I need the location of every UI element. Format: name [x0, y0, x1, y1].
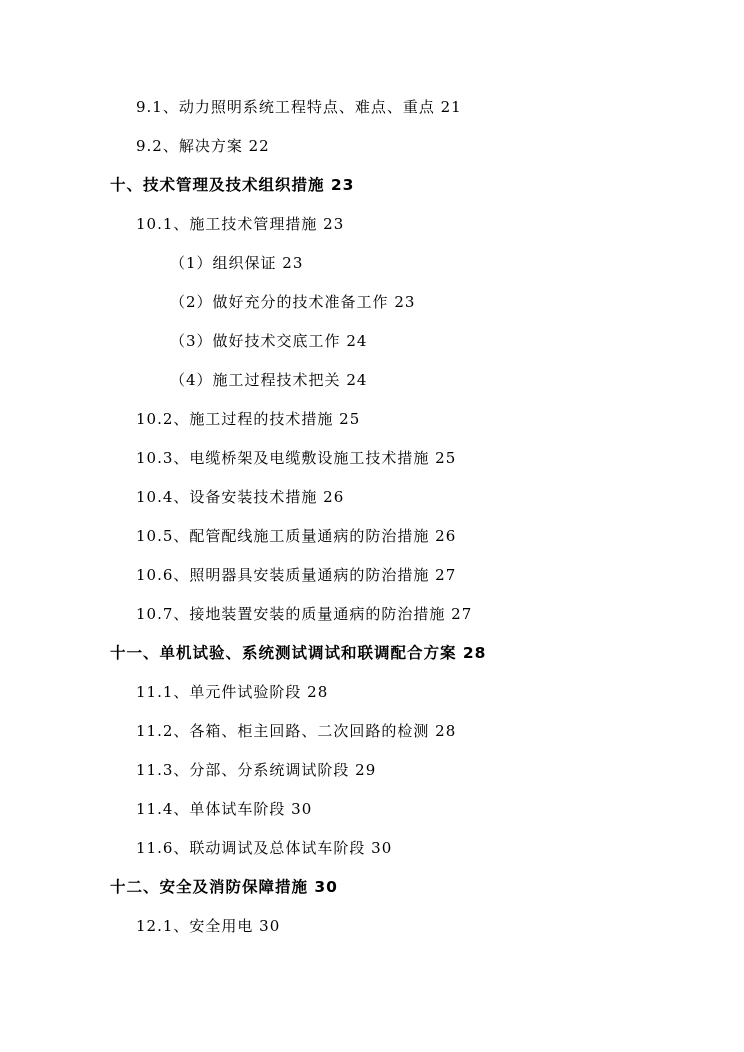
- toc-entry-9-1[interactable]: 9.1、动力照明系统工程特点、难点、重点 21: [136, 98, 462, 116]
- toc-entry-11-2[interactable]: 11.2、各箱、柜主回路、二次回路的检测 28: [136, 722, 457, 740]
- toc-entry-10-4[interactable]: 10.4、设备安装技术措施 26: [136, 488, 345, 506]
- toc-entry-10-3[interactable]: 10.3、电缆桥架及电缆敷设施工技术措施 25: [136, 449, 457, 467]
- toc-heading-12[interactable]: 十二、安全及消防保障措施 30: [110, 878, 338, 896]
- toc-entry-9-2[interactable]: 9.2、解决方案 22: [136, 137, 270, 155]
- toc-entry-10-1-2[interactable]: （2）做好充分的技术准备工作 23: [170, 293, 416, 311]
- toc-entry-10-1-1[interactable]: （1）组织保证 23: [170, 254, 304, 272]
- toc-entry-10-6[interactable]: 10.6、照明器具安装质量通病的防治措施 27: [136, 566, 457, 584]
- toc-entry-12-1[interactable]: 12.1、安全用电 30: [136, 917, 281, 935]
- toc-entry-11-4[interactable]: 11.4、单体试车阶段 30: [136, 800, 313, 818]
- toc-entry-10-1-3[interactable]: （3）做好技术交底工作 24: [170, 332, 368, 350]
- toc-heading-11[interactable]: 十一、单机试验、系统测试调试和联调配合方案 28: [110, 644, 487, 662]
- toc-entry-10-5[interactable]: 10.5、配管配线施工质量通病的防治措施 26: [136, 527, 457, 545]
- toc-entry-11-1[interactable]: 11.1、单元件试验阶段 28: [136, 683, 329, 701]
- toc-entry-10-1-4[interactable]: （4）施工过程技术把关 24: [170, 371, 368, 389]
- toc-entry-11-3[interactable]: 11.3、分部、分系统调试阶段 29: [136, 761, 377, 779]
- toc-entry-10-7[interactable]: 10.7、接地装置安装的质量通病的防治措施 27: [136, 605, 473, 623]
- toc-entry-10-2[interactable]: 10.2、施工过程的技术措施 25: [136, 410, 361, 428]
- toc-heading-10[interactable]: 十、技术管理及技术组织措施 23: [110, 176, 355, 194]
- toc-entry-11-6[interactable]: 11.6、联动调试及总体试车阶段 30: [136, 839, 393, 857]
- toc-entry-10-1[interactable]: 10.1、施工技术管理措施 23: [136, 215, 345, 233]
